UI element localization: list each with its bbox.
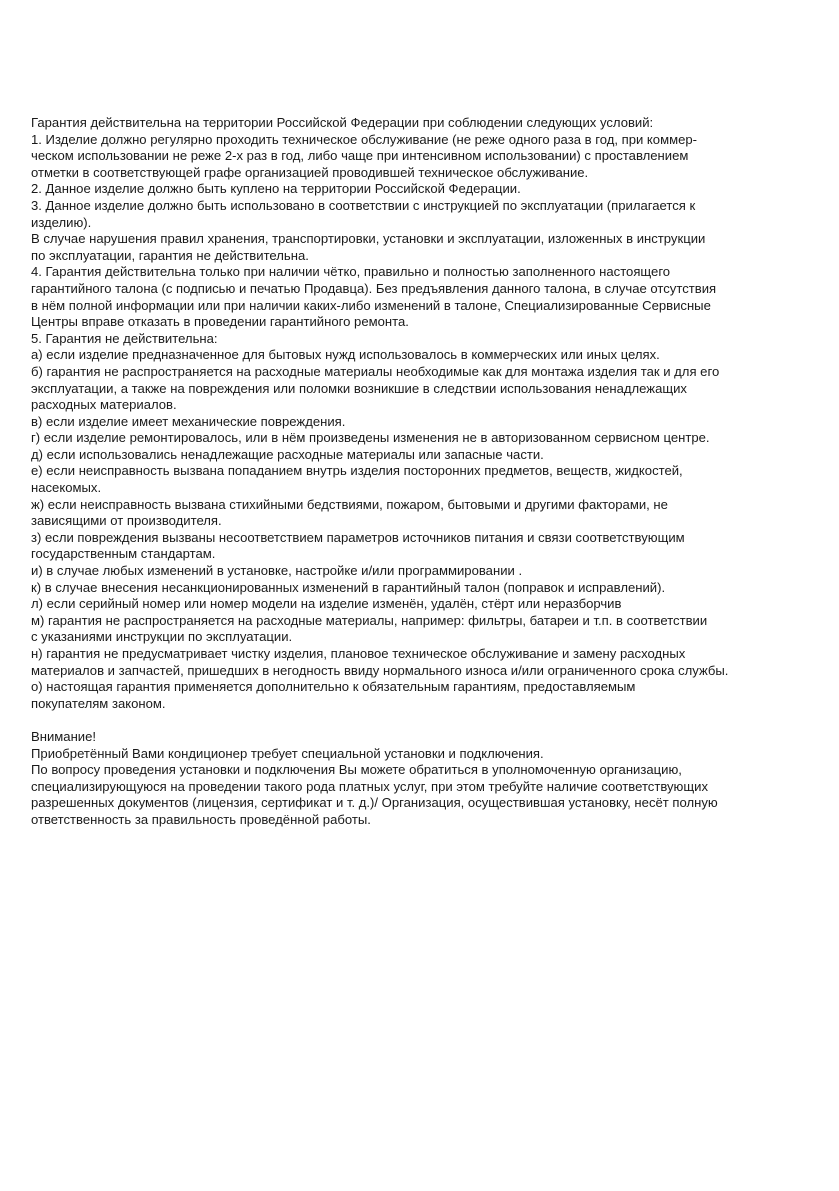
text-line: эксплуатации, а также на повреждения или поломки возникшие в следствии использования ненадлежащих bbox=[31, 380, 687, 396]
text-line: 3. Данное изделие должно быть использовано в соответствии с инструкцией по эксплуатации (прилагается к bbox=[31, 197, 696, 213]
text-line: з) если повреждения вызваны несоответствием параметров источников питания и связи соответствующим bbox=[31, 529, 685, 545]
text-line: и) в случае любых изменений в установке, настройке и/или программировании . bbox=[31, 563, 523, 579]
attention-heading: Внимание! bbox=[31, 728, 97, 744]
text-line: по эксплуатации, гарантия не действительна. bbox=[31, 247, 309, 263]
text-line: Гарантия действительна на территории Российской Федерации при соблюдении следующих условий: bbox=[31, 115, 654, 130]
text-line: б) гарантия не распространяется на расходные материалы необходимые как для монтажа изделия так и для его bbox=[31, 363, 720, 379]
section-spacer bbox=[31, 712, 831, 729]
text-line: е) если неисправность вызвана попаданием внутрь изделия посторонних предметов, веществ, жидкостей, bbox=[31, 463, 683, 479]
text-line: В случае нарушения правил хранения, транспортировки, установки и эксплуатации, изложенных в инструкции bbox=[31, 231, 706, 247]
text-line: материалов и запчастей, пришедших в негодность ввиду нормального износа и/или ограниченного срока службы. bbox=[31, 662, 729, 678]
text-line: ответственность за правильность проведённой работы. bbox=[31, 811, 371, 827]
text-line: с указаниями инструкции по эксплуатации. bbox=[31, 629, 293, 645]
attention-section bbox=[31, 729, 831, 829]
text-line: в нём полной информации или при наличии каких-либо изменений в талоне, Специализированные Сервисные bbox=[31, 297, 711, 313]
text-line: 5. Гарантия не действительна: bbox=[31, 330, 218, 346]
text-line: По вопросу проведения установки и подключения Вы можете обратиться в уполномоченную организацию, bbox=[31, 762, 682, 778]
text-line: зависящими от производителя. bbox=[31, 513, 222, 529]
warranty-text-block bbox=[31, 115, 831, 829]
text-line: н) гарантия не предусматривает чистку изделия, плановое техническое обслуживание и замену расходных bbox=[31, 646, 686, 661]
text-line: д) если использовались ненадлежащие расходные материалы или запасные части. bbox=[31, 446, 544, 462]
text-line: о) настоящая гарантия применяется дополнительно к обязательным гарантиям, предоставляемым bbox=[31, 679, 636, 695]
text-line: ж) если неисправность вызвана стихийными бедствиями, пожаром, бытовыми и другими факторами, не bbox=[31, 496, 668, 512]
text-line: насекомых. bbox=[31, 480, 102, 496]
text-line: покупателям законом. bbox=[31, 695, 166, 711]
text-line: расходных материалов. bbox=[31, 397, 177, 413]
text-line: м) гарантия не распространяется на расходные материалы, например: фильтры, батареи и т.п. в соответствии bbox=[31, 612, 708, 628]
text-line: в) если изделие имеет механические повреждения. bbox=[31, 413, 346, 429]
text-line: Приобретённый Вами кондиционер требует специальной установки и подключения. bbox=[31, 745, 544, 761]
text-line: 1. Изделие должно регулярно проходить техническое обслуживание (не реже одного раза в год, при коммер- bbox=[31, 131, 698, 147]
text-line: изделию). bbox=[31, 214, 92, 230]
text-line: а) если изделие предназначенное для бытовых нужд использовалось в коммерческих или иных целях. bbox=[31, 347, 660, 363]
text-line: разрешенных документов (лицензия, сертификат и т. д.)/ Организация, осуществившая установку, несёт полную bbox=[31, 795, 718, 811]
text-line: специализирующуюся на проведении такого рода платных услуг, при этом требуйте наличие соответствующих bbox=[31, 778, 709, 794]
text-line: 4. Гарантия действительна только при наличии чётко, правильно и полностью заполненного настоящего bbox=[31, 264, 671, 280]
text-line: отметки в соответствующей графе организацией проводившей техническое обслуживание. bbox=[31, 164, 589, 180]
text-line: 2. Данное изделие должно быть куплено на территории Российской Федерации. bbox=[31, 181, 521, 197]
text-line: г) если изделие ремонтировалось, или в нём произведены изменения не в авторизованном сервисном центре. bbox=[31, 430, 710, 446]
text-line: государственным стандартам. bbox=[31, 546, 216, 562]
text-line: л) если серийный номер или номер модели на изделие изменён, удалён, стёрт или неразборчив bbox=[31, 596, 622, 612]
text-line: ческом использовании не реже 2-х раз в год, либо чаще при интенсивном использовании) с проставлением bbox=[31, 148, 689, 164]
warranty-conditions-section bbox=[31, 115, 831, 712]
text-line: Центры вправе отказать в проведении гарантийного ремонта. bbox=[31, 314, 409, 330]
text-line: к) в случае внесения несанкционированных изменений в гарантийный талон (поправок и исправлений). bbox=[31, 579, 666, 595]
text-line: гарантийного талона (с подписью и печатью Продавца). Без предъявления данного талона, в случае отсутствия bbox=[31, 280, 717, 296]
